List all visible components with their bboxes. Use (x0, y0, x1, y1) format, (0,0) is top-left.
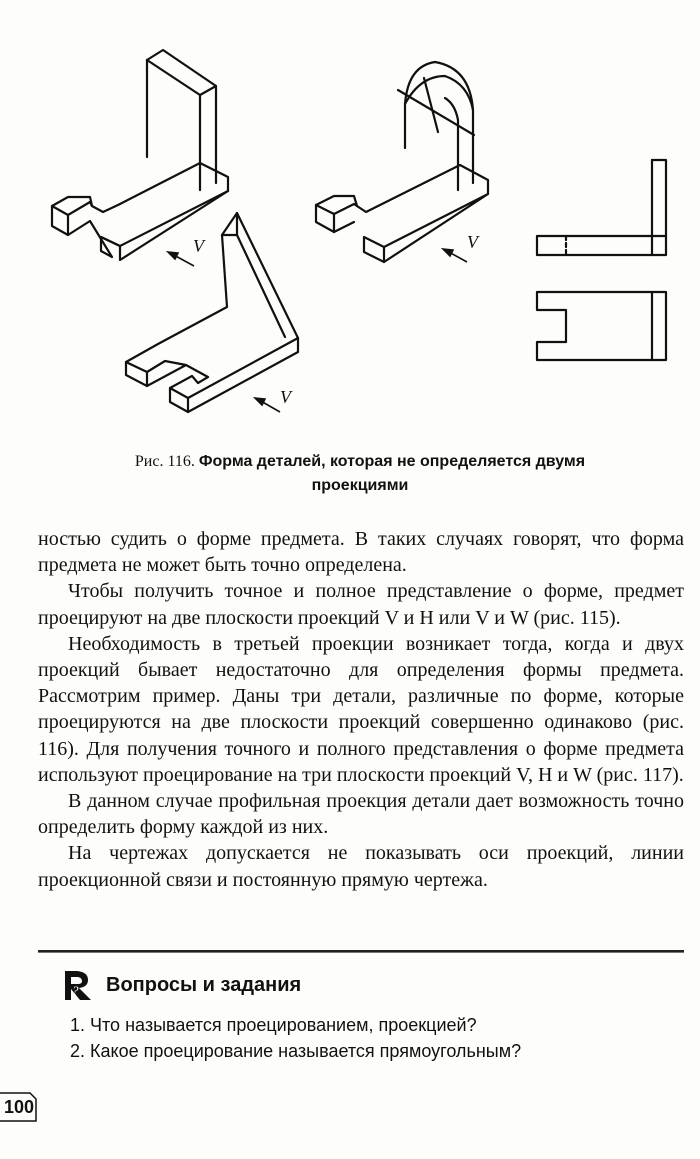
part-rounded-upright (316, 62, 488, 262)
figure-number: Рис. 116. (134, 453, 195, 470)
arrow-icon (168, 252, 194, 266)
paragraph: В данном случае профильная проекция детали дает возможность точно определить форму каждой из них. (38, 790, 684, 839)
section-divider (38, 950, 684, 953)
arrow-icon (255, 398, 280, 412)
svg-text:?: ? (72, 983, 79, 998)
front-view-projection (537, 160, 666, 255)
question-section-icon (62, 969, 96, 1001)
arrow-icon (443, 249, 467, 262)
paragraph: На чертежах допускается не показывать оси проекций, линии проекционной связи и постоянную прямую чертежа. (38, 842, 684, 891)
figure-caption (100, 450, 620, 498)
figure-116 (0, 0, 700, 500)
part-rectangular-upright (52, 50, 228, 260)
paragraph: ностью судить о форме предмета. В таких случаях говорят, что форма предмета не может быть точно определена. (38, 528, 684, 577)
page-number (0, 1090, 38, 1124)
question-list (70, 1012, 680, 1064)
part-triangular-rib (126, 213, 298, 412)
page-number-text: 100 (3, 1096, 35, 1117)
view-label-v: V (193, 236, 204, 256)
view-label-v: V (467, 232, 478, 252)
questions-header (62, 968, 301, 1002)
body-text (38, 526, 684, 893)
question-item: 1. Что называется проецированием, проекцией? (70, 1015, 477, 1035)
paragraph: Чтобы получить точное и полное представление о форме, предмет проецируют на две плоскости проекций V и H или V и W (рис. 115). (38, 580, 684, 629)
paragraph: Необходимость в третьей проекции возникает тогда, когда и двух проекций бывает недостаточно для определения формы предмета. Рассмотрим пример. Даны три детали, различные по форме, которые проецируются на две плоскости проекций совершенно одинаково (рис. 116). Для получения точного и полного представления о форме предмета используют проецирование на три плоскости проекций V, H и W (рис. 117). (38, 632, 684, 786)
view-label-v: V (280, 387, 291, 407)
top-view-projection (537, 292, 666, 360)
question-item: 2. Какое проецирование называется прямоугольным? (70, 1041, 522, 1061)
figure-caption-text: Форма деталей, которая не определяется двумя проекциями (198, 453, 586, 494)
questions-title: Вопросы и задания (106, 973, 302, 996)
